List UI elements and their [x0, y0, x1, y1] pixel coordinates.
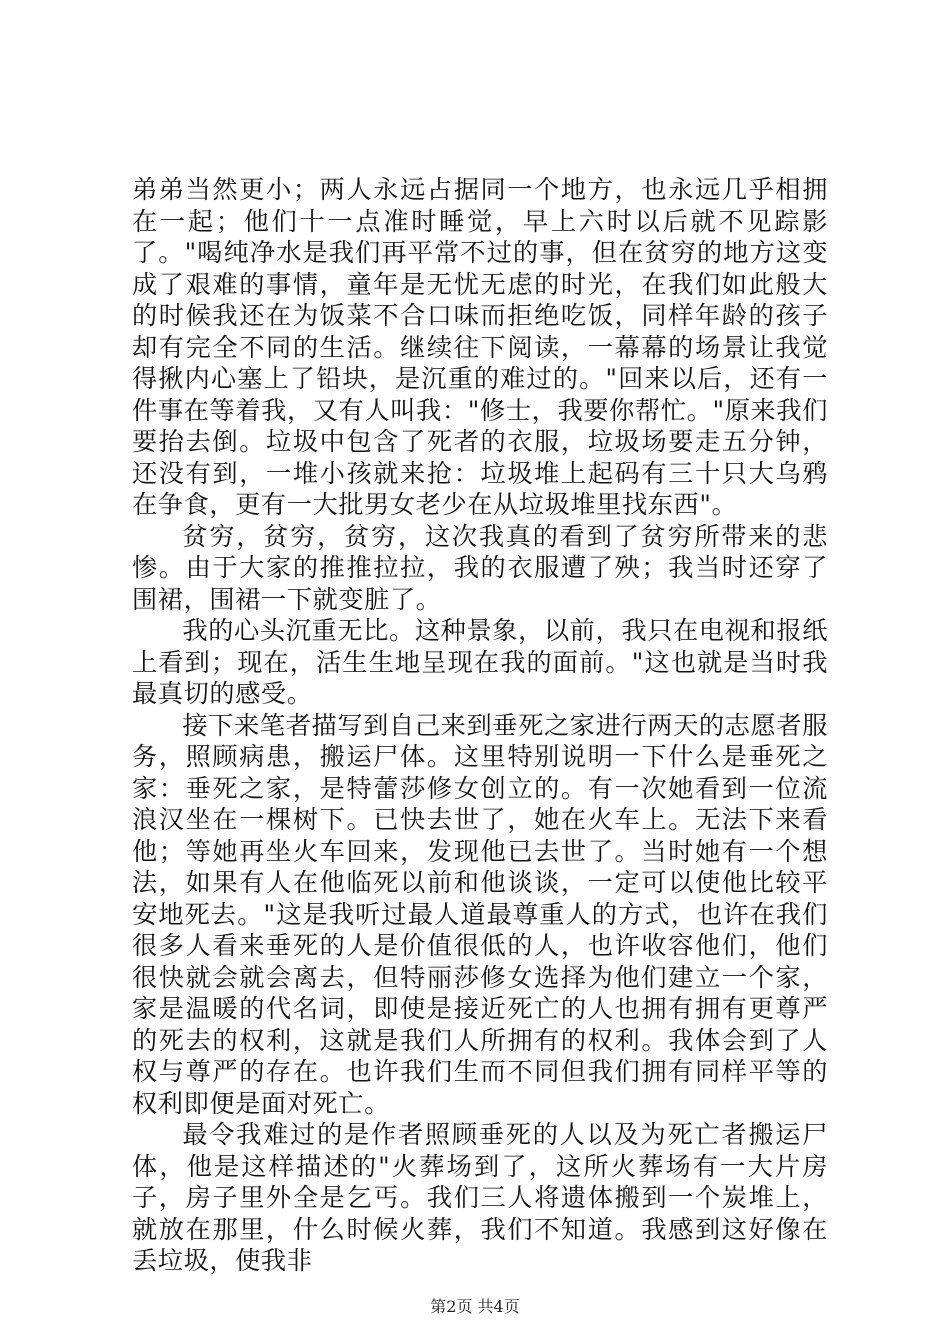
page-number-footer: 第2页 共4页	[430, 1297, 520, 1316]
paragraph-5: 最令我难过的是作者照顾垂死的人以及为死亡者搬运尸体，他是这样描述的"火葬场到了，这所火葬场有一大片房子，房子里外全是乞丐。我们三人将遗体搬到一个炭堆上，就放在那里，什么时候火葬，我们不知道。我感到这好像在丢垃圾，使我非	[132, 1120, 828, 1275]
paragraph-4: 接下来笔者描写到自己来到垂死之家进行两天的志愿者服务，照顾病患，搬运尸体。这里特别说明一下什么是垂死之家：垂死之家，是特蕾莎修女创立的。有一次她看到一位流浪汉坐在一棵树下。已快去世了，她在火车上。无法下来看他；等她再坐火车回来，发现他已去世了。当时她有一个想法，如果有人在他临死以前和他谈谈，一定可以使他比较平安地死去。"这是我听过最人道最尊重人的方式，也许在我们很多人看来垂死的人是价值很低的人，也许收容他们，他们很快就会就会离去，但特丽莎修女选择为他们建立一个家，家是温暖的代名词，即使是接近死亡的人也拥有拥有更尊严的死去的权利，这就是我们人所拥有的权利。我体会到了人权与尊严的存在。也许我们生而不同但我们拥有同样平等的权利即便是面对死亡。	[132, 710, 828, 1118]
paragraph-1: 弟弟当然更小；两人永远占据同一个地方，也永远几乎相拥在一起；他们十一点准时睡觉，早上六时以后就不见踪影了。"喝纯净水是我们再平常不过的事，但在贫穷的地方这变成了艰难的事情，童年是无忧无虑的时光，在我们如此般大的时候我还在为饭菜不合口味而拒绝吃饭，同样年龄的孩子却有完全不同的生活。继续往下阅读，一幕幕的场景让我觉得揪内心塞上了铅块，是沉重的难过的。"回来以后，还有一件事在等着我，又有人叫我："修士，我要你帮忙。"原来我们要抬去倒。垃圾中包含了死者的衣服，垃圾场要走五分钟，还没有到，一堆小孩就来抢：垃圾堆上起码有三十只大乌鸦在争食，更有一大批男女老少在从垃圾堆里找东西"。	[132, 175, 828, 519]
paragraph-3: 我的心头沉重无比。这种景象，以前，我只在电视和报纸上看到；现在，活生生地呈现在我的面前。"这也就是当时我最真切的感受。	[132, 616, 828, 708]
body-text	[132, 174, 828, 1277]
paragraph-2: 贫穷，贫穷，贫穷，这次我真的看到了贫穷所带来的悲惨。由于大家的推推拉拉，我的衣服遭了殃；我当时还穿了围裙，围裙一下就变脏了。	[132, 521, 828, 614]
